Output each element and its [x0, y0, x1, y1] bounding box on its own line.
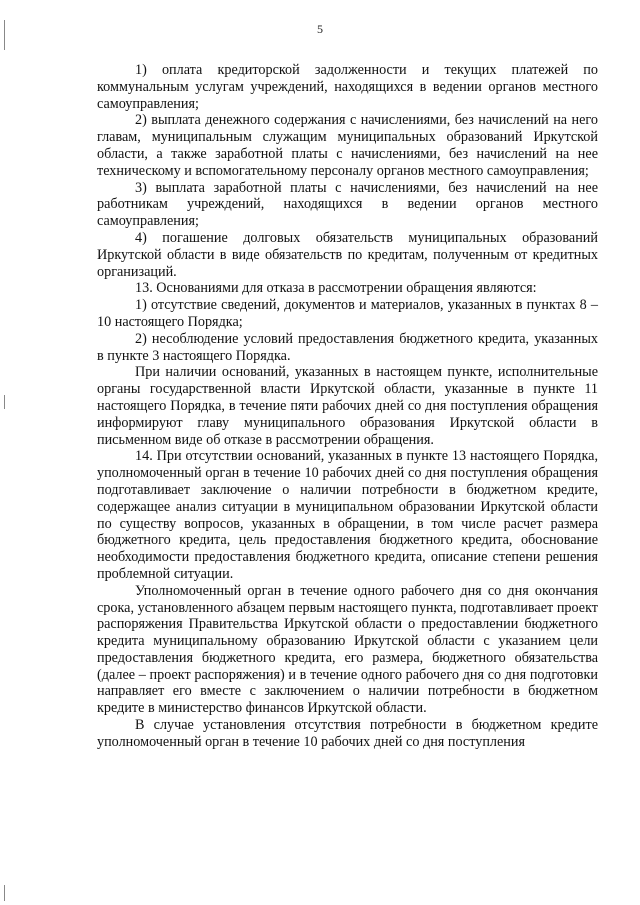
- paragraph: 2) выплата денежного содержания с начислениями, без начислений на него главам, муниципальным служащим муниципальных образований Иркутской области, а также заработной платы с начислениями, без начислений на нее техническому и вспомогательному персоналу органов местного самоуправления;: [97, 112, 598, 179]
- paragraph: 2) несоблюдение условий предоставления бюджетного кредита, указанных в пункте 3 настоящего Порядка.: [97, 330, 598, 364]
- paragraph: 4) погашение долговых обязательств муниципальных образований Иркутской области в виде обязательств по кредитам, полученным от кредитных организаций.: [97, 229, 598, 280]
- scan-edge-mark: [4, 395, 5, 409]
- paragraph: 1) отсутствие сведений, документов и материалов, указанных в пунктах 8 – 10 настоящего Порядка;: [97, 297, 598, 330]
- paragraph: 13. Основаниями для отказа в рассмотрении обращения являются:: [135, 280, 537, 297]
- paragraph: В случае установления отсутствия потребности в бюджетном кредите уполномоченный орган в течение 10 рабочих дней со дня поступления: [97, 717, 598, 750]
- document-body: [97, 62, 598, 751]
- paragraph: 1) оплата кредиторской задолженности и текущих платежей по коммунальным услугам учреждений, находящихся в ведении органов местного самоуправления;: [97, 62, 598, 112]
- page-number: 5: [317, 22, 323, 36]
- scan-edge-mark: [4, 885, 5, 901]
- paragraph: При наличии оснований, указанных в настоящем пункте, исполнительные органы государственной власти Иркутской области, указанные в пункте 11 настоящего Порядка, в течение пяти рабочих дней со дня поступления обращения информируют главу муниципального образования Иркутской области в письменном виде об отказе в рассмотрении обращения.: [97, 364, 598, 448]
- paragraph: 14. При отсутствии оснований, указанных в пункте 13 настоящего Порядка, уполномоченный орган в течение 10 рабочих дней со дня поступления обращения подготавливает заключение о наличии потребности в бюджетном кредите, содержащее анализ ситуации в муниципальном образовании Иркутской области по существу вопросов, указанных в обращении, в том числе расчет размера бюджетного кредита, цель предоставления бюджетного кредита, обоснование необходимости предоставления бюджетного кредита, описание степени решения проблемной ситуации.: [97, 448, 598, 582]
- paragraph: 3) выплата заработной платы с начислениями, без начислений на нее работникам учреждений, находящихся в ведении органов местного самоуправления;: [97, 179, 598, 230]
- paragraph: Уполномоченный орган в течение одного рабочего дня со дня окончания срока, установленного абзацем первым настоящего пункта, подготавливает проект распоряжения Правительства Иркутской области о предоставлении бюджетного кредита муниципальному образованию Иркутской области с указанием цели предоставления бюджетного кредита, его размера, бюджетного обязательства (далее – проект распоряжения) и в течение одного рабочего дня со дня подготовки направляет его вместе с заключением о наличии потребности в бюджетном кредите в министерство финансов Иркутской области.: [97, 582, 598, 717]
